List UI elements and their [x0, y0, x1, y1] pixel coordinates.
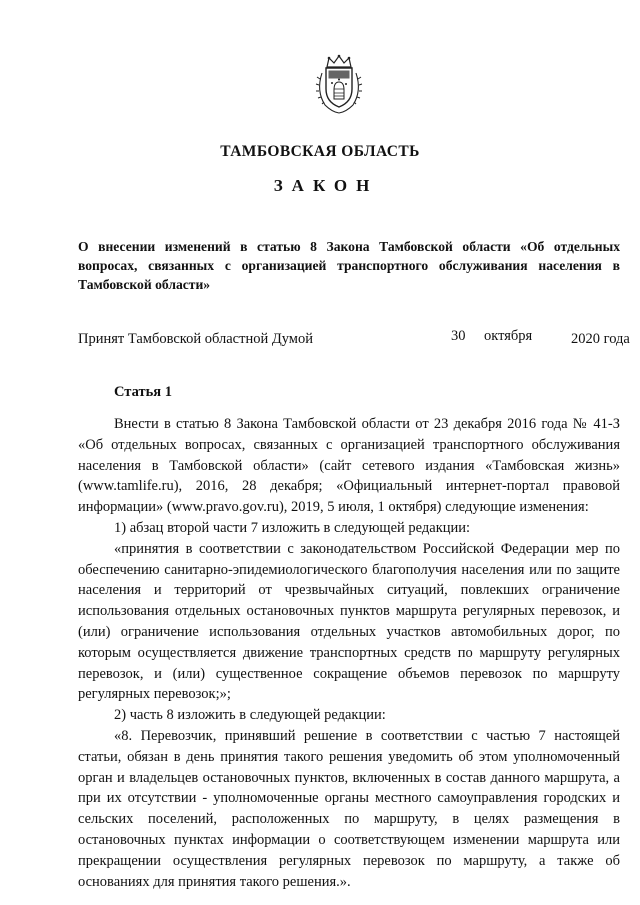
- article-paragraph: 2) часть 8 изложить в следующей редакции:: [114, 707, 386, 724]
- article-body: [78, 414, 620, 892]
- article-paragraph: «8. Перевозчик, принявший решение в соответствии с частью 7 настоящей статьи, обязан в день принятия такого решения уведомить об этом уполномоченный орган и владельцев остановочных пунктов, включенных в состав данного маршрута, а при их отсутствии - уполномоченные органы местного самоуправления городских и сельских поселений, расположенных по маршруту, в целях размещения в остановочных пунктах информации о соответствующем изменении маршрута или прекращении осуществления регулярных перевозок по маршруту, а также об основаниях для принятия такого решения.».: [78, 727, 620, 890]
- coat-of-arms-icon: [313, 53, 365, 115]
- adoption-day: 30: [451, 328, 466, 344]
- adoption-month: октября: [484, 328, 533, 344]
- law-subject: О внесении изменений в статью 8 Закона Тамбовской области «Об отдельных вопросах, связанных с организацией транспортного обслуживания населения в Тамбовской области»: [78, 239, 620, 292]
- article-paragraph: «принятия в соответствии с законодательством Российской Федерации мер по обеспечению санитарно-эпидемиологического благополучия населения или по защите населения и территорий от чрезвычайных ситуаций, повлекших ограничение использования отдельных остановочных пунктов маршрута регулярных перевозок, и (или) ограничение использования отдельных участков автомобильных дорог, по которым осуществляется движение транспортных средств по маршруту регулярных перевозок, и (или) существенное сокращение объемов перевозок по маршруту регулярных перевозок;»;: [78, 540, 620, 703]
- region-title: ТАМБОВСКАЯ ОБЛАСТЬ: [220, 143, 420, 160]
- article-heading: Статья 1: [114, 384, 172, 400]
- adoption-year: 2020 года: [571, 331, 630, 347]
- article-paragraph: Внести в статью 8 Закона Тамбовской области от 23 декабря 2016 года № 41-З «Об отдельных вопросах, связанных с организацией транспортного обслуживания населения в Тамбовской области» (сайт сетевого издания «Тамбовская жизнь» (www.tamlife.ru), 2016, 28 декабря; «Официальный интернет-портал правовой информации» (www.pravo.gov.ru), 2019, 5 июля, 1 октября) следующие изменения:: [78, 416, 620, 516]
- adoption-text: Принят Тамбовской областной Думой: [78, 331, 313, 347]
- document-type: ЗАКОН: [273, 176, 379, 195]
- article-paragraph: 1) абзац второй части 7 изложить в следующей редакции:: [114, 519, 471, 536]
